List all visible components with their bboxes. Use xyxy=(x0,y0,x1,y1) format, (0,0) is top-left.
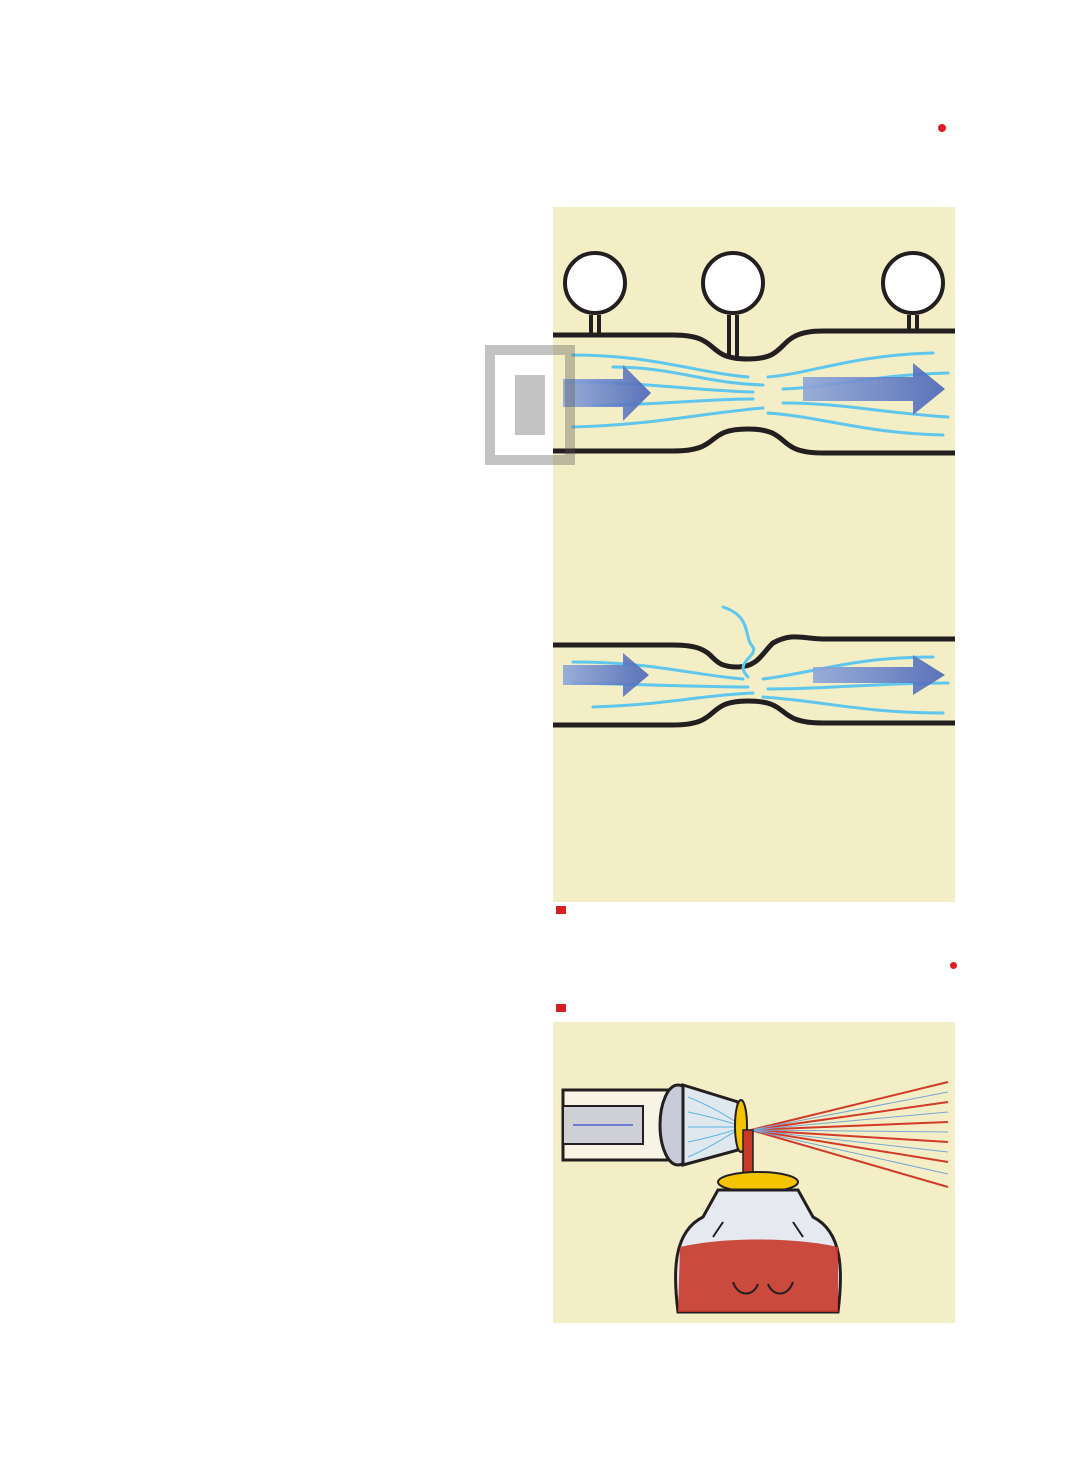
source-credit-1 xyxy=(556,906,570,914)
venturi-illustration xyxy=(553,207,955,902)
figure3-caption xyxy=(553,958,957,975)
publisher-logo-icon xyxy=(556,1004,566,1012)
venturi-figure-panel xyxy=(553,207,955,902)
publisher-logo-icon xyxy=(556,906,566,914)
red-bullet-icon xyxy=(950,962,957,969)
sprayer-figure-panel xyxy=(553,1022,955,1323)
library-stamp-icon xyxy=(470,330,690,480)
red-bullet-icon xyxy=(938,124,946,132)
sprayer-illustration xyxy=(553,1022,955,1323)
running-header xyxy=(930,124,954,132)
source-credit-2 xyxy=(556,1004,570,1012)
